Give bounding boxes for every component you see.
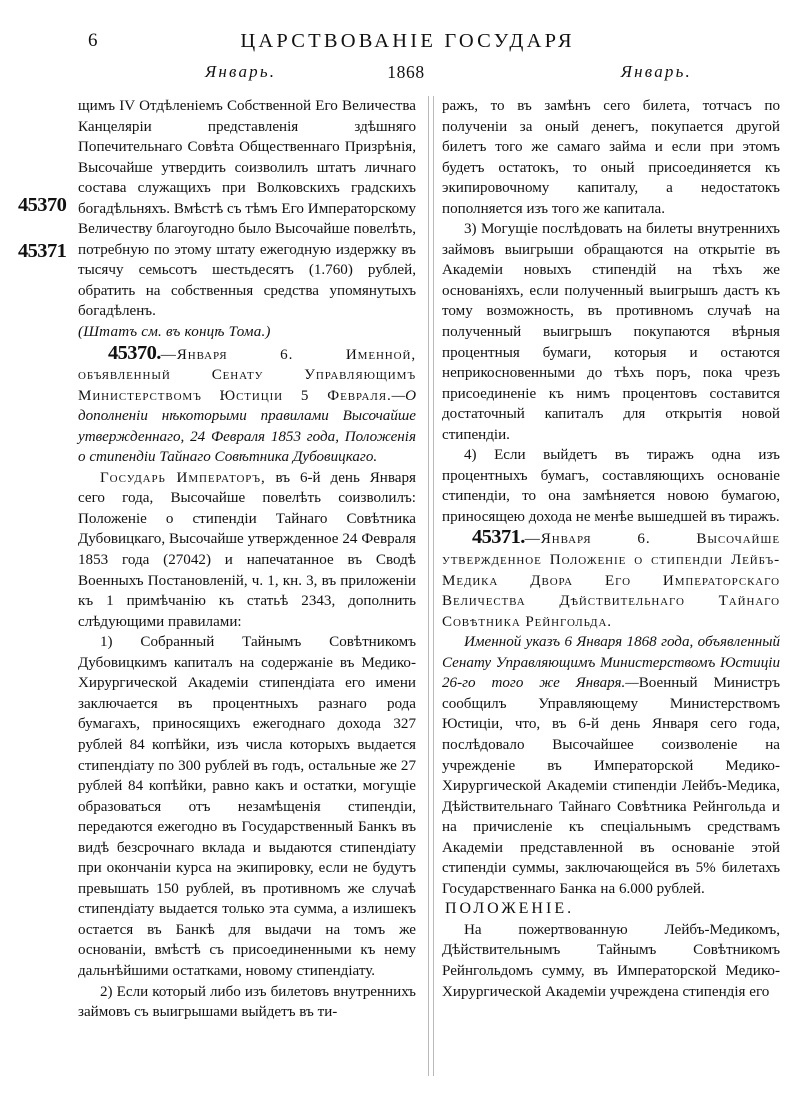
ukaz-paragraph: [442, 632, 780, 899]
polozhenie-paragraph: На пожертвованную Лейбъ-Медикомъ, Дѣйствительнымъ Тайнымъ Совѣтникомъ Рейнгольдомъ сумму, въ Императорской Медико-Хирургической Академiи учреждена стипендiя его: [442, 921, 780, 1000]
preamble-text: въ 6-й день Января сего года, Высочайше повелѣть соизволилъ: Положенiе о стипендiи Тайнаго Совѣтника Дубовицкаго, Высочайше утвержденное 24 Февраля 1853 года (27042) и напечатанное въ Сводѣ Военныхъ Постановленiй, ч. 1, кн. 3, въ приложенiи къ 1 примѣчанiю къ статьѣ 2343, дополнить слѣдующими правилами:: [78, 469, 416, 630]
column-divider-rule: [428, 96, 429, 1076]
month-year-line: [0, 62, 812, 88]
act-heading-caps: —Января 6. Именной, объявленный Сенату Управляющимъ Министерствомъ Юстицiи 5 Февраля.: [78, 346, 416, 404]
month-right-label: Январь.: [620, 62, 692, 81]
state-reference-note: (Штатъ см. въ концѣ Тома.): [78, 324, 271, 341]
polozhenie-heading: ПОЛОЖЕНIЕ.: [445, 900, 575, 918]
ukaz-italic-lead: Именной указъ 6 Января 1868 года, объявленный Сенату Управляющимъ Министерствомъ Юстицiи 26-го того же Января.—: [442, 634, 780, 692]
year-label: 1868: [387, 62, 425, 82]
left-column: [78, 96, 416, 1023]
act-number: 45370.: [108, 341, 161, 364]
body-area: [0, 96, 812, 1086]
act-heading-italic-title: —О дополненiи нѣкоторыми правилами Высочайше утвержденнаго, 24 Февраля 1853 года, Положенiя о стипендiи Тайнаго Совѣтника Дубовицкаго.: [78, 387, 416, 466]
right-column: [442, 96, 780, 1002]
ukaz-body-text: Военный Министръ сообщилъ Управляющему Министерствомъ Юстицiи, что, въ 6-й день Января сего года, послѣдовало Высочайшее соизволенiе на учрежденiе въ Императорской Медико-Хирургической Академiи стипендiи Лейбъ-Медика, Дѣйствительнаго Тайнаго Совѣтника Рейнгольда и на причисленiе къ спецiальнымъ средствамъ Академiи представленной въ основанiе этой стипендiи суммы, заключающейся въ 5% билетахъ Государственнаго Банка на 6.000 рублей.: [442, 675, 780, 897]
column-divider-rule-inner: [433, 96, 434, 1076]
margin-act-number: 45370: [18, 194, 67, 216]
rule-item-3: 3) Могущiе послѣдовать на билеты внутреннихъ займовъ выигрыши обращаются на открытiе въ Академiи новыхъ стипендiй на тѣхъ же основанiяхъ, если полученный выигрышъ дастъ къ тому возможность, въ противномъ случаѣ на полученный выигрышъ покупаются вѣрныя процентныя бумаги, которыя и остаются неприкосновенными до тѣхъ поръ, пока чрезъ присоединенiе къ нимъ процентовъ составится достаточный капиталъ для открытiя новой стипендiи.: [442, 221, 780, 443]
preamble-paragraph: [78, 468, 416, 632]
continuation-paragraph: щимъ IV Отдѣленiемъ Собственной Его Величества Канцелярiи представленiя здѣшняго Попечительнаго Совѣта Общественнаго Призрѣнiя, Высочайше утвердить соизволилъ штатъ личнаго состава служащихъ при Волковскихъ градскихъ богадѣльняхъ. Вмѣстѣ съ тѣмъ Его Императорскому Величеству благоугодно было Высочайше повелѣть, потребную по этому штату ежегодную издержку въ тысячу семьсотъ шестьдесятъ (1.760) рублей, обратить на собственныя средства упомянутыхъ богадѣленъ.: [78, 98, 416, 320]
rule-item-2-continued: ражъ, то въ замѣнъ сего билета, тотчасъ по полученiи за оный денегъ, покупается другой билетъ того же самаго займа и если при этомъ будетъ остатокъ, то оный присоединяется къ экипировочному капиталу, а недостатокъ пополняется изъ того же капитала.: [442, 98, 780, 217]
sovereign-caps: Государь Императоръ,: [100, 469, 266, 486]
running-head: [0, 30, 812, 60]
act-heading-45370: [78, 343, 416, 468]
rule-item-4: 4) Если выйдетъ въ тиражъ одна изъ процентныхъ бумагъ, составляющихъ основанiе стипендiи, то она замѣняется новою бумагою, приносящею дохода не менѣе вышедшей въ тиражъ.: [442, 447, 780, 525]
month-left-label: Январь.: [205, 62, 277, 81]
act-number: 45371.: [472, 526, 525, 549]
page-number: 6: [88, 30, 98, 51]
rule-item-2-start: 2) Если который либо изъ билетовъ внутреннихъ займовъ съ выигрышами выйдетъ въ ти-: [78, 983, 416, 1021]
margin-act-number: 45371: [18, 240, 67, 262]
rule-item-1: 1) Собранный Тайнымъ Совѣтникомъ Дубовицкимъ капиталъ на содержанiе въ Медико-Хирургической Академiи стипендiата его имени заключается въ процентныхъ разнаго рода бумагахъ, приносящихъ ежегоднаго дохода 327 рублей 84 копѣйки, изъ числа которыхъ выдается стипендiату по 300 рублей въ годъ, остальные же 27 рублей 84 копѣйки, равно какъ и остатки, могущiе образоваться отъ незамѣщенiя стипендiи, передаются ежегодно въ Государственный Банкъ въ видѣ безсрочнаго вклада и выдаются стипендiату при окончанiи курса на экипировку, если не будутъ превышать 150 рублей, въ противномъ же случаѣ стипендiату выдается только эта сумма, а излишекъ остается въ Банкѣ для выдачи на томъ же основанiи, вмѣстѣ съ присоединенными къ нему дальнѣйшими остатками, новому стипендiату.: [78, 634, 416, 979]
page-title: ЦАРСТВОВАНIЕ ГОСУДАРЯ: [240, 30, 575, 52]
act-heading-45371: [442, 527, 780, 632]
act-heading-caps: —Января 6. Высочайше утвержденное Положенiе о стипендiи Лейбъ-Медика Двора Его Императорскаго Величества Дѣйствительнаго Тайнаго Совѣтника Рейнгольда.: [442, 531, 780, 630]
